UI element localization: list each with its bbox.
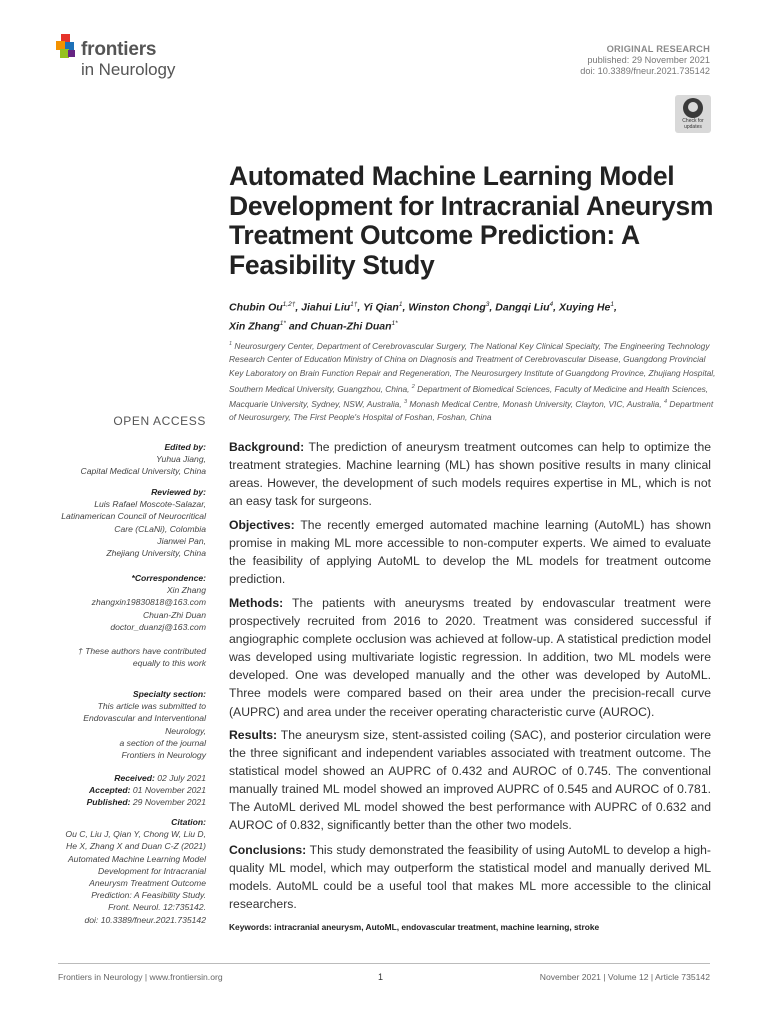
keywords: Keywords: intracranial aneurysm, AutoML, endovascular treatment, machine learning, stroke [229, 922, 600, 932]
edited-by-label: Edited by: [164, 442, 206, 452]
author-name[interactable]: Yi Qian [363, 301, 399, 314]
received-date: 02 July 2021 [154, 773, 206, 783]
received-label: Received: [114, 773, 155, 783]
specialty-label: Specialty section: [132, 689, 206, 699]
editor-line: Yuhua Jiang, [156, 454, 206, 465]
specialty-line: Endovascular and Interventional [83, 713, 206, 724]
conclusions-text: This study demonstrated the feasibility of using AutoML to develop a high-quality ML model, which may outperform the statistical model and manually derived ML models. AutoML could be a useful tool that makes ML more accessible to the clinical researchers. [229, 843, 711, 912]
footer-divider [58, 963, 710, 964]
reviewed-by-label: Reviewed by: [151, 487, 206, 497]
crossmark-icon [683, 98, 703, 118]
reviewed-by-block [26, 486, 206, 559]
author-sup: 1† [350, 301, 358, 308]
specialty-line: This article was submitted to [97, 701, 206, 712]
equal-contribution-note [26, 645, 206, 669]
background-text: The prediction of aneurysm treatment outcomes can help to optimize the treatment strategies. Machine learning (ML) has shown positive results in many clinical areas. However, the development of such models requires expertise in ML, which is not an easy task for surgeons. [229, 440, 711, 509]
author-name[interactable]: Chubin Ou [229, 301, 283, 314]
citation-line: Development for Intracranial [98, 865, 206, 876]
dates-block [26, 772, 206, 809]
note-line: † These authors have contributed [77, 646, 206, 656]
accepted-label: Accepted: [88, 785, 131, 796]
abstract-objectives [229, 516, 711, 588]
author-sep: , [489, 301, 496, 314]
author-name[interactable]: Dangqi Liu [495, 301, 550, 314]
editor-line: Capital Medical University, China [80, 466, 206, 477]
objectives-heading: Objectives: [229, 518, 295, 532]
citation-line: Prediction: A Feasibility Study. [91, 890, 206, 901]
citation-line: Automated Machine Learning Model [67, 853, 206, 864]
citation-line: Front. Neurol. 12:735142. [108, 902, 206, 913]
note-line: equally to this work [132, 658, 206, 669]
affil-sup: 2 [411, 383, 415, 390]
citation-line: He X, Zhang X and Duan C-Z (2021) [66, 841, 206, 852]
results-text: The aneurysm size, stent-assisted coiling (SAC), and posterior circulation were the three significant and independent variables associated with treatment outcome. The statistical model showed an AUPRC of 0.432 and AUROC of 0.745. The conventional manually trained ML model showed an improved AUPRC of 0.545 and AUROC of 0.781. The AutoML derived ML model showed the best performance with AUPRC of 0.632 and AUROC of 0.832, significantly better than the other two models. [229, 728, 711, 833]
specialty-block [26, 688, 206, 761]
journal-name-line2: in Neurology [81, 60, 176, 79]
methods-heading: Methods: [229, 596, 284, 610]
author-list [229, 297, 699, 334]
open-access-label: OPEN ACCESS [113, 414, 206, 428]
correspondence-block [26, 572, 206, 633]
objectives-text: The recently emerged automated machine learning (AutoML) has shown promise in making ML more accessible to non-computer experts. We aimed to evaluate the feasibility of applying AutoML to develop the ML models for treatment outcome prediction. [229, 518, 711, 587]
author-sep: and [285, 320, 311, 332]
affil-sup: 1 [229, 341, 233, 347]
author-sup: 1,2† [282, 301, 296, 308]
author-name[interactable]: Jiahui Liu [301, 301, 351, 314]
published-date: published: 29 November 2021 [587, 55, 710, 65]
citation-line: Ou C, Liu J, Qian Y, Chong W, Liu D, [65, 829, 206, 840]
methods-text: The patients with aneurysms treated by endovascular treatment were prospectively recruited from 2016 to 2020. Treatment was considered successful if angiographic complete occlusion was achieved at follow-up. A statistical prediction model was developed using multivariate logistic regression. In addition, two ML models were developed. One was developed manually and the other was developed by AutoML. Three models were compared based on their area under the precision-recall curve (AUPRC) and area under the receiver operating characteristic curve (AUROC). [229, 596, 711, 719]
specialty-line: Neurology, [165, 725, 206, 736]
author-sep: , [357, 301, 364, 314]
author-sup: 4 [549, 301, 554, 308]
check-for-updates-button[interactable] [675, 95, 711, 133]
footer-journal-link[interactable]: Frontiers in Neurology | www.frontiersin.org [58, 972, 223, 982]
correspondence-name: Chuan-Zhi Duan [142, 609, 206, 620]
author-sep: , [613, 301, 617, 314]
correspondence-name: Xin Zhang [166, 585, 206, 596]
author-sup: 1* [391, 319, 398, 327]
citation-doi[interactable]: doi: 10.3389/fneur.2021.735142 [84, 914, 206, 925]
reviewer-line: Latinamerican Council of Neurocritical [61, 511, 206, 522]
citation-line: Aneurysm Treatment Outcome [89, 878, 206, 889]
author-name[interactable]: Xin Zhang [229, 320, 280, 332]
results-heading: Results: [229, 728, 278, 742]
affil-text: Monash Medical Centre, Monash University, Clayton, VIC, Australia, [407, 398, 664, 409]
author-name[interactable]: Xuying He [558, 301, 611, 314]
citation-label: Citation: [171, 817, 206, 827]
author-sup: 1 [398, 301, 403, 308]
affil-sup: 4 [664, 398, 668, 405]
author-sup: 1* [279, 319, 286, 327]
abstract-results [229, 726, 711, 835]
affil-sup: 3 [404, 398, 408, 405]
specialty-line: a section of the journal [119, 737, 206, 748]
article-title: Automated Machine Learning Model Development for Intracranial Aneurysm Treatment Outcome Prediction: A Feasibility Study [229, 161, 714, 280]
correspondence-label: *Correspondence: [131, 573, 206, 583]
published-date-side: 29 November 2021 [130, 797, 206, 808]
article-type: ORIGINAL RESEARCH [606, 44, 710, 54]
reviewer-line: Zhejiang University, China [106, 548, 206, 559]
reviewer-line: Jianwei Pan, [157, 535, 206, 546]
accepted-date: 01 November 2021 [130, 785, 206, 796]
citation-block [26, 816, 206, 926]
author-sep: , [553, 301, 559, 314]
edited-by-block [26, 441, 206, 478]
affil-text: Department of Biomedical Sciences, Faculty of Medicine and Health Sciences, Macquarie University, Sydney, NSW, Australia, [229, 383, 709, 409]
reviewer-line: Luis Rafael Moscote-Salazar, [94, 499, 206, 510]
author-sup: 3 [485, 301, 490, 308]
reviewer-line: Care (CLaNi), Colombia [114, 523, 206, 534]
correspondence-email[interactable]: zhangxin19830818@163.com [91, 597, 206, 608]
journal-logo[interactable] [56, 32, 216, 82]
abstract-background [229, 438, 711, 510]
author-sep: , [402, 301, 409, 314]
article-meta [580, 44, 710, 77]
author-sup: 1 [610, 301, 614, 308]
abstract-conclusions [229, 841, 711, 913]
conclusions-heading: Conclusions: [229, 843, 307, 857]
page-number: 1 [378, 972, 384, 982]
frontiers-logo-icon [56, 34, 78, 60]
background-heading: Background: [229, 440, 305, 454]
correspondence-email[interactable]: doctor_duanzj@163.com [110, 621, 206, 632]
footer-issue-info: November 2021 | Volume 12 | Article 735142 [539, 972, 710, 982]
journal-name-line1: frontiers [81, 39, 157, 60]
affil-text: Neurosurgery Center, Department of Cerebrovascular Surgery, The National Key Clinical Specialty, The Engineering Technology Research Center of Education Ministry of China on Diagnosis and Treatment of Cerebrovascular Disease, Guangdong Provincial Key Laboratory on Brain Function Repair and Regeneration, The Neurosurgery Institute of Guangdong Province, Zhujiang Hospital, Southern Medical University, Guangzhou, China, [229, 340, 716, 394]
published-label: Published: [86, 797, 131, 808]
specialty-line: Frontiers in Neurology [121, 750, 206, 761]
abstract-methods [229, 594, 711, 721]
doi-link[interactable]: doi: 10.3389/fneur.2021.735142 [580, 66, 710, 76]
affiliations [229, 338, 721, 425]
author-name[interactable]: Winston Chong [408, 301, 486, 314]
author-sep: , [295, 301, 302, 314]
author-name[interactable]: Chuan-Zhi Duan [310, 320, 392, 332]
crossmark-label: Check for updates [682, 118, 704, 130]
affil-text: Department of Neurosurgery, The First People's Hospital of Foshan, Foshan, China [229, 398, 714, 423]
